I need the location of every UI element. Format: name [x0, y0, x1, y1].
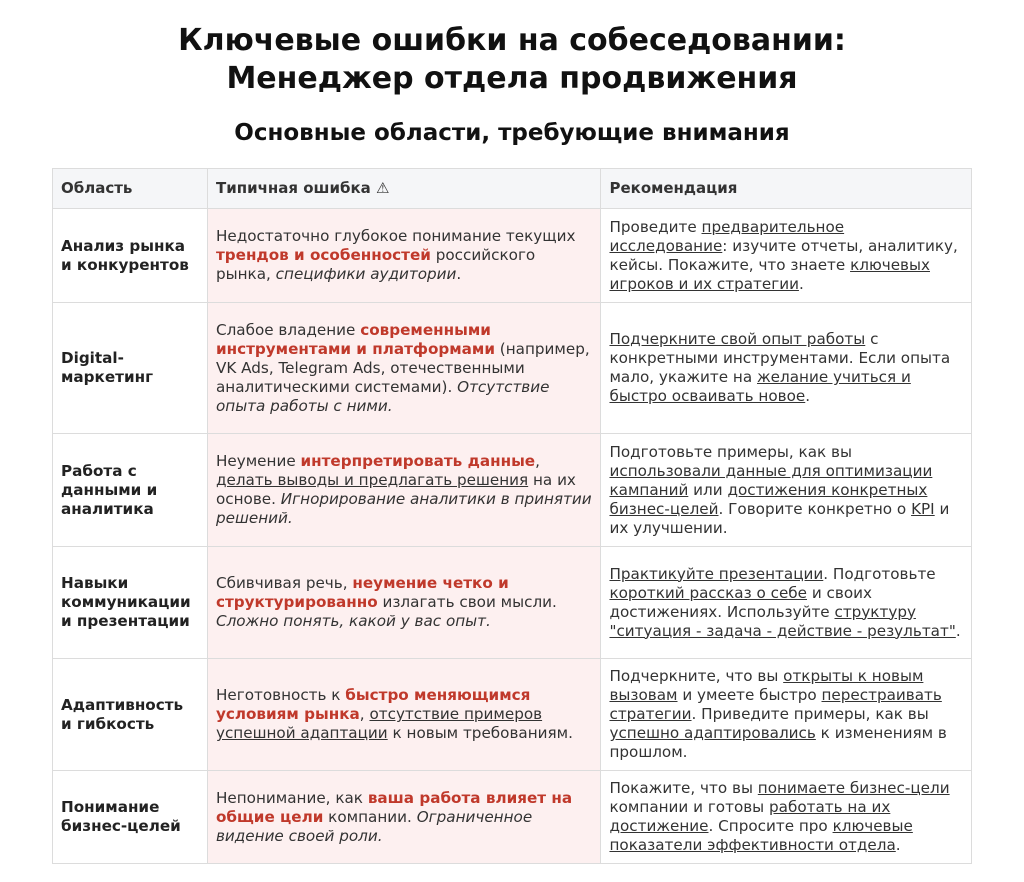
- table-row: [53, 209, 972, 303]
- highlighted-phrase: быстро меняющимся условиям рынка: [215, 686, 531, 723]
- underlined-phrase: Подчеркните свой опыт работы: [609, 330, 866, 348]
- text-segment: или: [688, 480, 728, 499]
- table-header-row: [53, 169, 972, 209]
- underlined-phrase: структуру "ситуация - задача - действие - результат": [609, 602, 956, 640]
- underlined-phrase: желание учиться и быстро осваивать новое: [609, 368, 911, 405]
- italic-phrase: Отсутствие опыта работы с ними.: [215, 377, 550, 415]
- text-segment: компании.: [323, 807, 417, 826]
- text-segment: . Приведите примеры, как вы: [691, 705, 929, 723]
- page-title-line-2: Менеджер отдела продвижения: [226, 61, 798, 96]
- text-segment: излагать свои мысли.: [377, 593, 557, 611]
- text-segment: Слабое владение: [215, 320, 361, 339]
- highlighted-phrase: неумение четко и структурированно: [215, 574, 509, 611]
- header-recommendation: Рекомендация: [601, 169, 972, 209]
- text-segment: Сбивчивая речь,: [215, 574, 353, 592]
- highlighted-phrase: современными инструментами и платформами: [215, 320, 495, 358]
- recommendation-cell: [601, 771, 972, 864]
- text-segment: Подготовьте примеры, как вы: [609, 442, 852, 461]
- text-segment: с конкретными инструментами. Если опыта мало, укажите на: [609, 330, 951, 386]
- error-cell: [207, 771, 601, 864]
- error-cell: [207, 659, 601, 771]
- mistakes-table: [52, 168, 972, 864]
- italic-phrase: специфики аудитории: [275, 265, 457, 283]
- text-segment: Неготовность к: [215, 686, 346, 704]
- underlined-phrase: отсутствие примеров успешной адаптации: [215, 705, 543, 742]
- table-row: [53, 771, 972, 864]
- highlighted-phrase: интерпретировать данные: [300, 452, 536, 470]
- underlined-phrase: достижения конкретных бизнес-целей: [609, 480, 928, 518]
- recommendation-cell: [601, 303, 972, 434]
- underlined-phrase: перестраивать стратегии: [609, 686, 942, 723]
- underlined-phrase: использовали данные для оптимизации кампаний: [609, 461, 933, 499]
- recommendation-cell: [601, 209, 972, 303]
- italic-phrase: Ограниченное видение своей роли.: [215, 807, 533, 845]
- table-row: [53, 659, 972, 771]
- underlined-phrase: ключевые показатели эффективности отдела: [609, 817, 913, 854]
- table-row: [53, 303, 972, 434]
- underlined-phrase: ключевых игроков и их стратегии: [609, 255, 930, 293]
- text-segment: . Подготовьте: [823, 564, 936, 583]
- underlined-phrase: короткий рассказ о себе: [609, 583, 808, 602]
- section-subtitle: Основные области, требующие внимания: [234, 120, 790, 146]
- underlined-phrase: открыты к новым вызовам: [609, 667, 924, 704]
- area-cell: Работа с данными и аналитика: [53, 434, 208, 547]
- text-segment: на их основе.: [215, 471, 576, 508]
- text-segment: и умеете быстро: [677, 686, 822, 704]
- text-segment: . Спросите про: [708, 817, 833, 835]
- error-cell: [207, 209, 601, 303]
- text-segment: российского рынка,: [215, 246, 536, 283]
- text-segment: . Говорите конкретно о: [718, 499, 912, 518]
- table-row: [53, 547, 972, 659]
- underlined-phrase: Практикуйте презентации: [609, 564, 824, 583]
- text-segment: Недостаточно глубокое понимание текущих: [215, 227, 576, 245]
- page-title: [0, 22, 1024, 98]
- underlined-phrase: работать на их достижение: [609, 798, 891, 835]
- area-cell: Навыки коммуникации и презентации: [53, 547, 208, 659]
- text-segment: ,: [535, 452, 540, 470]
- text-segment: .: [955, 621, 961, 640]
- error-cell: [207, 547, 601, 659]
- area-cell: Понимание бизнес-целей: [53, 771, 208, 864]
- text-segment: .: [895, 836, 901, 854]
- recommendation-cell: [601, 434, 972, 547]
- text-segment: .: [805, 387, 811, 405]
- text-segment: Непонимание, как: [215, 788, 368, 807]
- text-segment: .: [456, 265, 462, 283]
- table-header: [53, 169, 972, 209]
- text-segment: (например, VK Ads, Telegram Ads, отечественными аналитическими системами).: [215, 339, 590, 396]
- text-segment: к изменениям в прошлом.: [609, 724, 947, 761]
- underlined-phrase: предварительное исследование: [609, 217, 845, 255]
- error-cell: [207, 434, 601, 547]
- page-title-line-1: Ключевые ошибки на собеседовании:: [178, 23, 846, 58]
- underlined-phrase: успешно адаптировались: [609, 724, 816, 742]
- highlighted-phrase: ваша работа влияет на общие цели: [215, 788, 573, 826]
- text-segment: Неумение: [215, 452, 301, 470]
- underlined-phrase: понимаете бизнес-цели: [757, 779, 950, 797]
- underlined-phrase: делать выводы и предлагать решения: [215, 471, 529, 489]
- area-cell: Адаптивность и гибкость: [53, 659, 208, 771]
- text-segment: Подчеркните, что вы: [609, 667, 784, 685]
- text-segment: компании и готовы: [609, 798, 770, 816]
- recommendation-cell: [601, 659, 972, 771]
- italic-phrase: Сложно понять, какой у вас опыт.: [215, 612, 491, 630]
- area-cell: Анализ рынка и конкурентов: [53, 209, 208, 303]
- error-cell: [207, 303, 601, 434]
- highlighted-phrase: трендов и особенностей: [215, 246, 431, 264]
- text-segment: к новым требованиям.: [387, 724, 573, 742]
- header-error: Типичная ошибка ⚠: [207, 169, 601, 209]
- text-segment: ,: [359, 705, 370, 723]
- text-segment: : изучите отчеты, аналитику, кейсы. Покажите, что знаете: [609, 236, 958, 274]
- text-segment: Проведите: [609, 217, 702, 236]
- table-body: [53, 209, 972, 864]
- table-row: [53, 434, 972, 547]
- header-area: Область: [53, 169, 208, 209]
- text-segment: и их улучшении.: [609, 499, 950, 537]
- area-cell: Digital-маркетинг: [53, 303, 208, 434]
- recommendation-cell: [601, 547, 972, 659]
- italic-phrase: Игнорирование аналитики в принятии решений.: [215, 490, 592, 527]
- text-segment: .: [798, 274, 804, 293]
- underlined-phrase: KPI: [911, 499, 935, 518]
- text-segment: и своих достижениях. Используйте: [609, 583, 872, 621]
- text-segment: Покажите, что вы: [609, 779, 758, 797]
